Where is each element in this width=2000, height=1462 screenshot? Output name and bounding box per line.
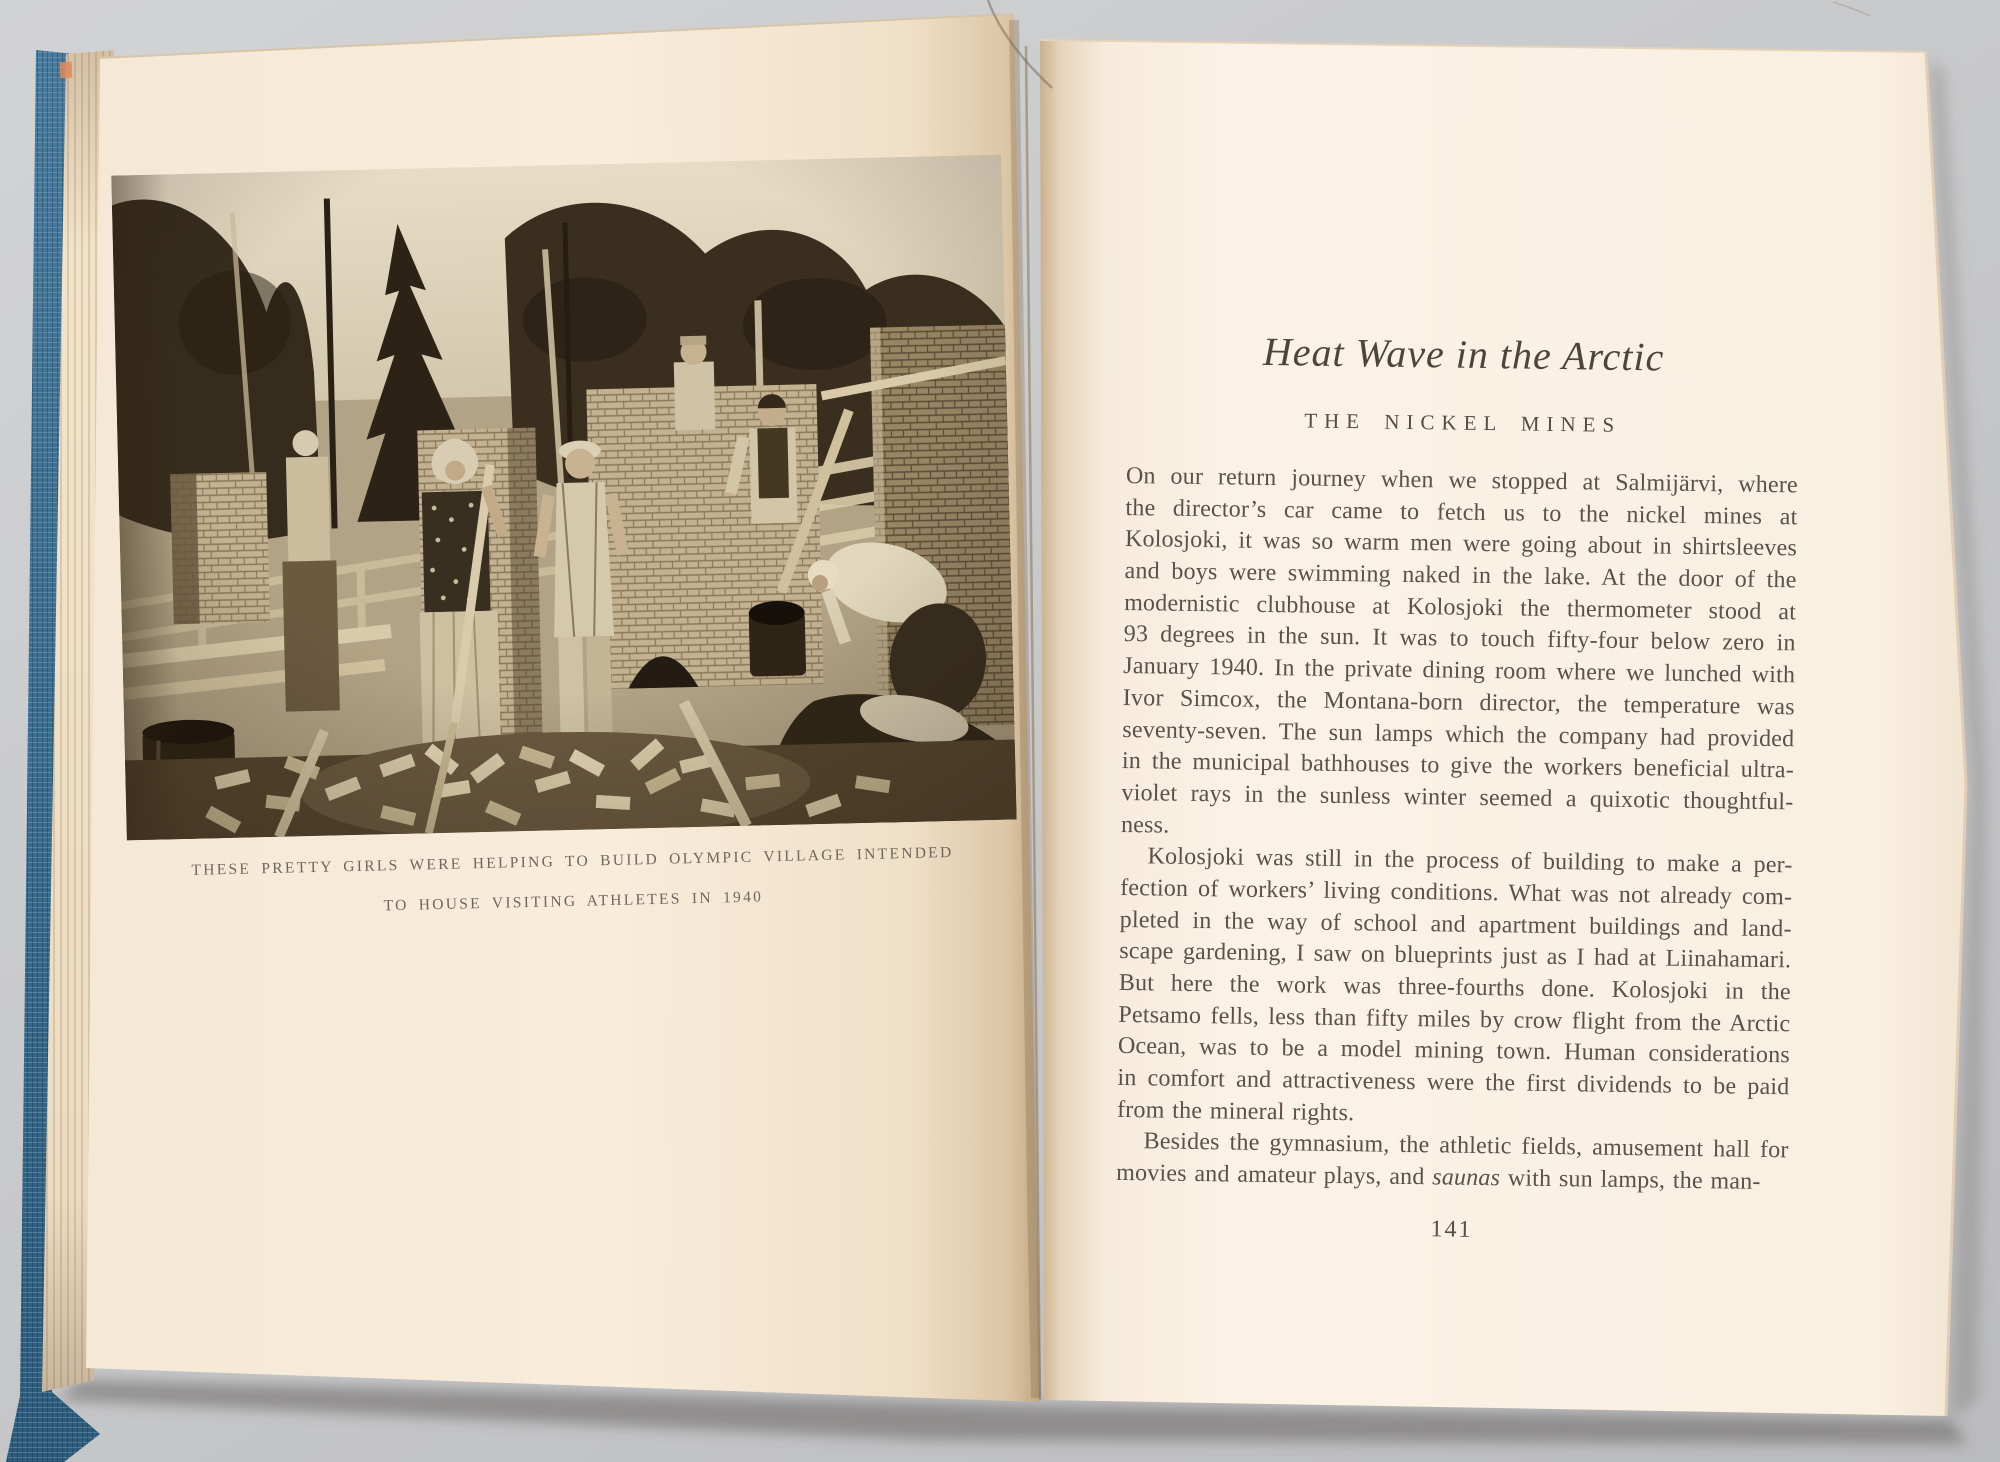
chapter-title: Heat Wave in the Arctic [1262,328,1665,380]
body-line: January 1940. In the private dining room where we lunched with [1123,653,1796,689]
page-number: 141 [1430,1216,1473,1243]
body-line: fection of workers’ living conditions. What was not already com- [1120,874,1793,911]
body-line: violet rays in the sunless winter seemed a quixotic thoughtful- [1121,779,1794,816]
body-line-italic-saunas: saunas [1432,1164,1501,1192]
photo-caption-line2: TO HOUSE VISITING ATHLETES IN 1940 [383,888,764,915]
section-heading: THE NICKEL MINES [1304,408,1622,437]
body-text [1116,461,1798,1199]
body-line: in comfort and attractiveness were the first dividends to be paid [1117,1064,1790,1101]
body-line: scape gardening, I saw on blueprints just as I had at Liinahamari. [1119,938,1792,974]
body-line: Petsamo fells, less than fifty miles by crow flight from the Arctic [1118,1001,1791,1038]
left-page-content [111,155,1019,933]
headband-accent [60,62,73,79]
construction-photo-art [111,155,1016,841]
body-line: Besides the gymnasium, the athletic fields, amusement hall for [1143,1128,1789,1164]
body-line-pre: movies and amateur plays, and [1116,1160,1433,1191]
body-line: modernistic clubhouse at Kolosjoki the thermometer stood at [1123,589,1797,626]
body-line: But here the work was three-fourths done. Kolosjoki in the [1118,969,1791,1006]
body-line: seventy-seven. The sun lamps which the company had provided [1122,716,1795,752]
scratch-artifact [1833,2,1870,16]
body-line: ness. [1120,811,1170,839]
body-line: in the municipal bathhouses to give the workers beneficial ultra- [1121,748,1795,784]
body-line: On our return journey when we stopped at Salmijärvi, where [1125,462,1799,499]
body-line: Kolosjoki was still in the process of building to make a per- [1147,843,1793,879]
body-line: Ivor Simcox, the Montana-born director, the temperature was [1122,684,1795,721]
body-line: the director’s car came to fetch us to the nickel mines at [1125,494,1798,531]
body-line: 93 degrees in the sun. It was to touch fifty-four below zero in [1123,621,1796,657]
body-line-post: with sun lamps, the man- [1499,1165,1761,1196]
body-line: pleted in the way of school and apartment buildings and land- [1119,906,1792,942]
body-line: from the mineral rights. [1116,1096,1355,1126]
body-line: and boys were swimming naked in the lake. At the door of the [1124,558,1797,594]
body-line: Kolosjoki, it was so warm men were going about in shirtsleeves [1124,526,1798,562]
construction-photo [111,155,1016,841]
photo-vignette [111,155,1016,841]
right-page-content [1115,328,1800,1248]
body-line: Ocean, was to be a model mining town. Human considerations [1117,1033,1791,1069]
photo-caption-line1: THESE PRETTY GIRLS WERE HELPING TO BUILD OLYMPIC VILLAGE INTENDED [191,843,954,879]
